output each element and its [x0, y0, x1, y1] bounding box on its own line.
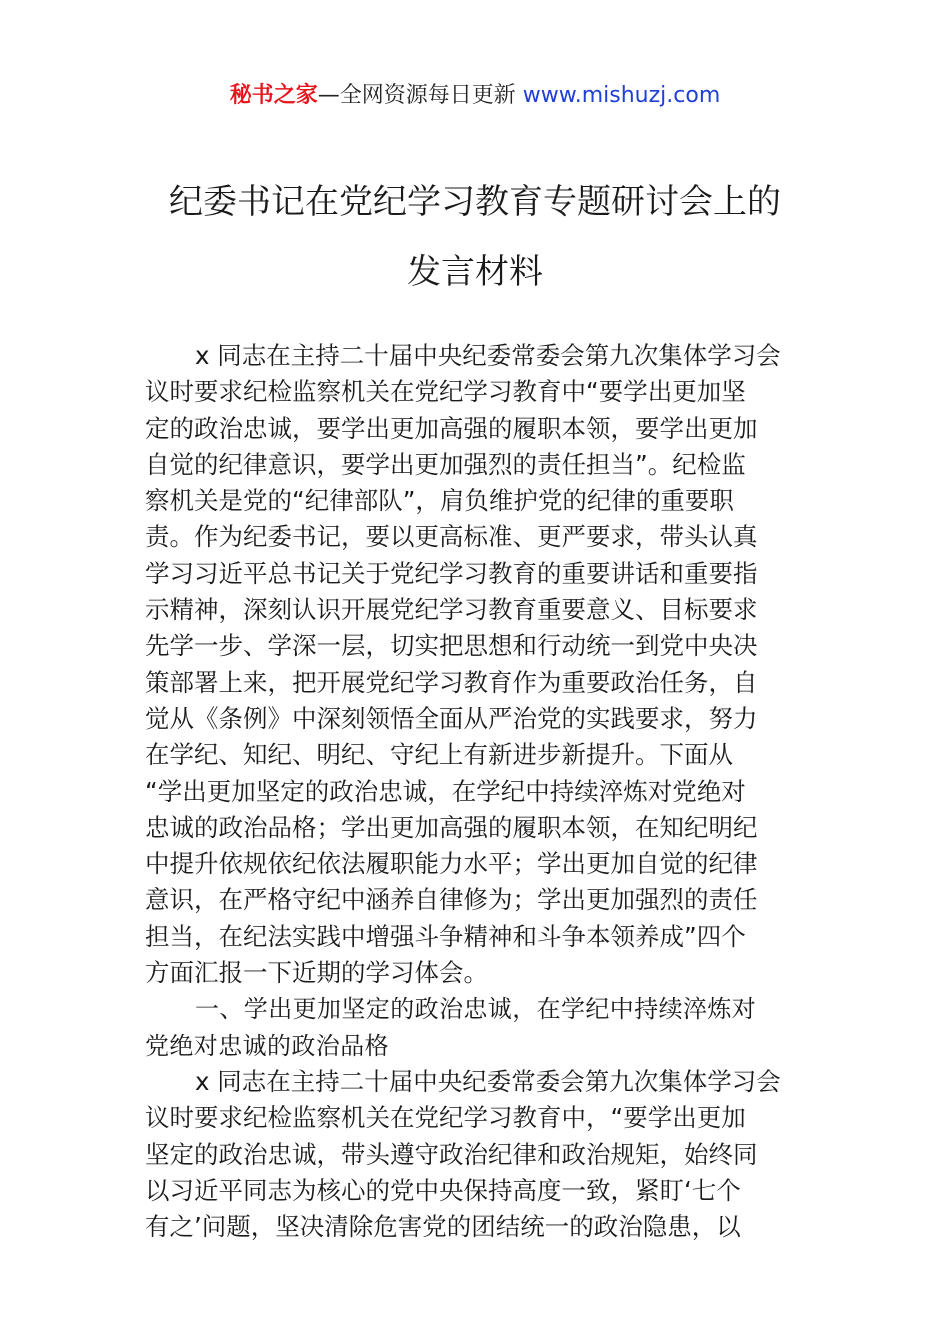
- text-line: 方面汇报一下近期的学习体会。: [145, 958, 488, 988]
- paragraph-2: [145, 1064, 810, 1245]
- text-line: 觉从《条例》中深刻领悟全面从严治党的实践要求，努力: [145, 703, 758, 733]
- text-line: 中提升依规依纪依法履职能力水平；学出更加自觉的纪律: [145, 849, 758, 879]
- text-line: 担当，在纪法实践中增强斗争精神和斗争本领养成”四个: [145, 921, 746, 951]
- text-line: 学习习近平总书记关于党纪学习教育的重要讲话和重要指: [145, 558, 758, 588]
- heading-line: 一、学出更加坚定的政治忠诚，在学纪中持续淬炼对: [195, 995, 757, 1024]
- text-line: 示精神，深刻认识开展党纪学习教育重要意义、目标要求: [145, 595, 758, 625]
- text-line: 先学一步、学深一层，切实把思想和行动统一到党中央决: [145, 631, 758, 661]
- text-line: 以习近平同志为核心的党中央保持高度一致，紧盯‘七个: [145, 1175, 741, 1205]
- text-line: 在学纪、知纪、明纪、守纪上有新进步新提升。下面从: [145, 740, 733, 770]
- text-line: 议时要求纪检监察机关在党纪学习教育中“要学出更加坚: [145, 377, 746, 407]
- text-line: x 同志在主持二十届中央纪委常委会第九次集体学习会: [195, 341, 781, 370]
- text-line: x 同志在主持二十届中央纪委常委会第九次集体学习会: [195, 1066, 781, 1096]
- text-line: 议时要求纪检监察机关在党纪学习教育中，“要学出更加: [145, 1103, 746, 1133]
- text-line: 责。作为纪委书记，要以更高标准、更严要求，带头认真: [145, 522, 758, 552]
- text-line: 有之’问题，坚决清除危害党的团结统一的政治隐患，以: [145, 1212, 741, 1242]
- text-line: 自觉的纪律意识，要学出更加强烈的责任担当”。纪检监: [145, 449, 746, 479]
- document-title-line-2: 发言材料: [407, 252, 543, 292]
- heading-line: 党绝对忠诚的政治品格: [145, 1031, 389, 1060]
- text-line: “学出更加坚定的政治忠诚，在学纪中持续淬炼对党绝对: [145, 776, 746, 806]
- text-line: 坚定的政治忠诚，带头遵守政治纪律和政治规矩，始终同: [145, 1139, 758, 1169]
- paragraph-1: [145, 338, 810, 991]
- document-body: [145, 338, 810, 1245]
- text-line: 意识，在严格守纪中涵养自律修为；学出更加强烈的责任: [145, 885, 758, 915]
- text-line: 策部署上来，把开展党纪学习教育作为重要政治任务，自: [145, 667, 758, 697]
- site-banner: [0, 80, 950, 112]
- site-url-link[interactable]: www.mishuzj.com: [522, 83, 721, 108]
- text-line: 忠诚的政治品格；学出更加高强的履职本领，在知纪明纪: [145, 812, 758, 842]
- text-line: 察机关是党的“纪律部队”，肩负维护党的纪律的重要职: [145, 486, 734, 516]
- site-brand: 秘书之家: [229, 83, 318, 108]
- section-heading-1: [145, 991, 810, 1064]
- site-tagline: —全网资源每日更新: [317, 83, 516, 108]
- document-title-line-1: 纪委书记在党纪学习教育专题研讨会上的: [169, 182, 781, 222]
- text-line: 定的政治忠诚，要学出更加高强的履职本领，要学出更加: [145, 413, 758, 443]
